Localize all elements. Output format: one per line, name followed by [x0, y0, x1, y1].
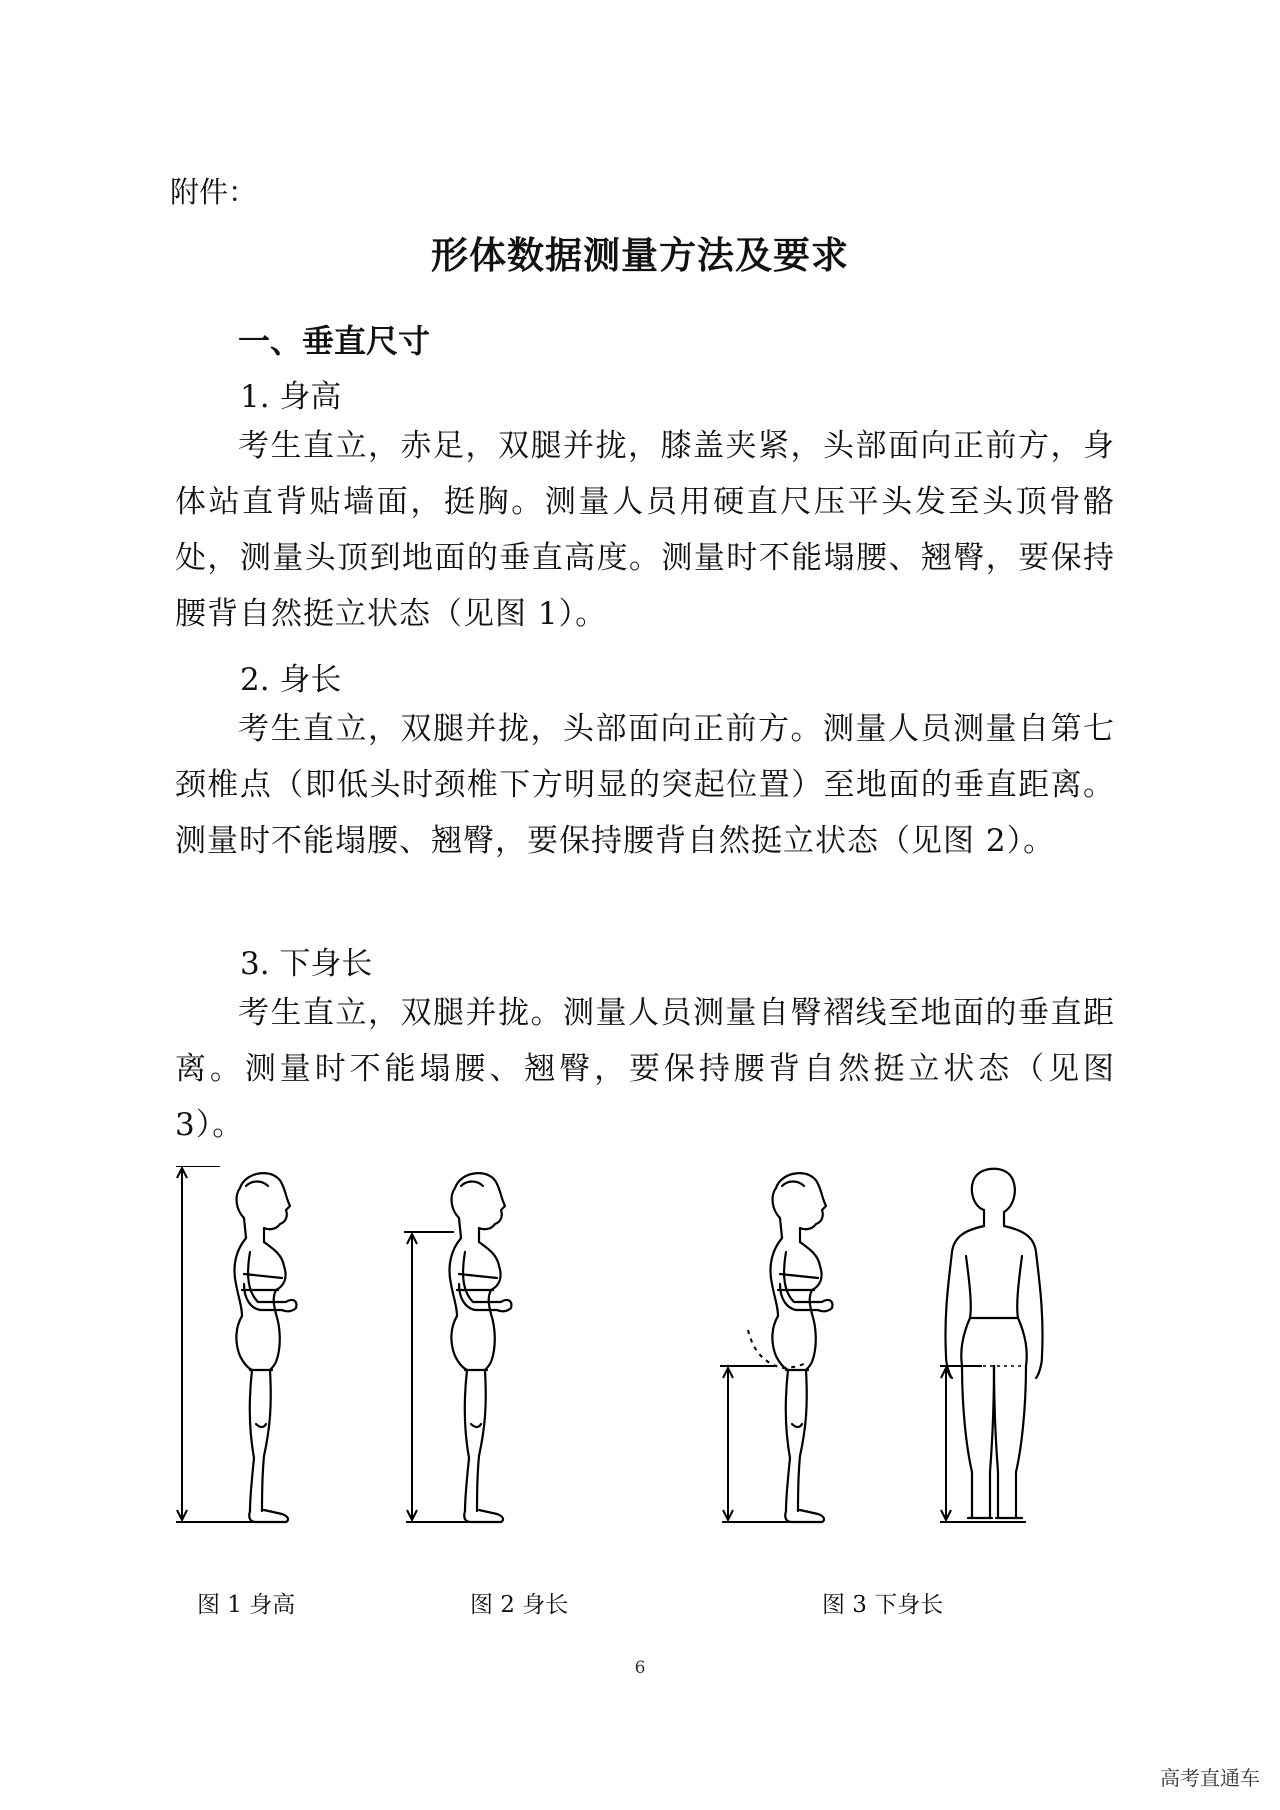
measurement-figures: [176, 1166, 1116, 1546]
item-heading-height: 1. 身高: [240, 379, 342, 415]
item-text-body-length: 考生直立，双腿并拢，头部面向正前方。测量人员测量自第七颈椎点（即低头时颈椎下方明显的突起位置）至地面的垂直距离。测量时不能塌腰、翘臀，要保持腰背自然挺立状态（见图 2）。: [175, 711, 1115, 859]
attachment-label: 附件：: [170, 175, 258, 209]
caption-figure-3: 图 3 下身长: [822, 1592, 944, 1618]
caption-figure-1: 图 1 身高: [197, 1592, 296, 1618]
page-number: 6: [634, 1658, 646, 1678]
item-text-lower-length: 考生直立，双腿并拢。测量人员测量自臀褶线至地面的垂直距离。测量时不能塌腰、翘臀，要保持腰背自然挺立状态（见图 3）。: [175, 995, 1115, 1143]
section-heading: 一、垂直尺寸: [238, 322, 431, 360]
item-heading-lower-length: 3. 下身长: [240, 946, 373, 982]
caption-figure-2: 图 2 身长: [470, 1592, 569, 1618]
figure-3-lower-length-back: [940, 1169, 1043, 1522]
item-text-height: 考生直立，赤足，双腿并拢，膝盖夹紧，头部面向正前方，身体站直背贴墙面，挺胸。测量人员用硬直尺压平头发至头顶骨骼处，测量头顶到地面的垂直高度。测量时不能塌腰、翘臀，要保持腰背自然挺立状态（见图 1）。: [175, 428, 1115, 632]
item-heading-body-length: 2. 身长: [240, 662, 342, 698]
figure-3-lower-length-side: [720, 1173, 832, 1522]
figure-2-body-length: [404, 1173, 511, 1522]
page-title: 形体数据测量方法及要求: [431, 234, 849, 277]
figure-1-height: [176, 1166, 296, 1522]
watermark: 高考直通车: [1160, 1766, 1260, 1790]
